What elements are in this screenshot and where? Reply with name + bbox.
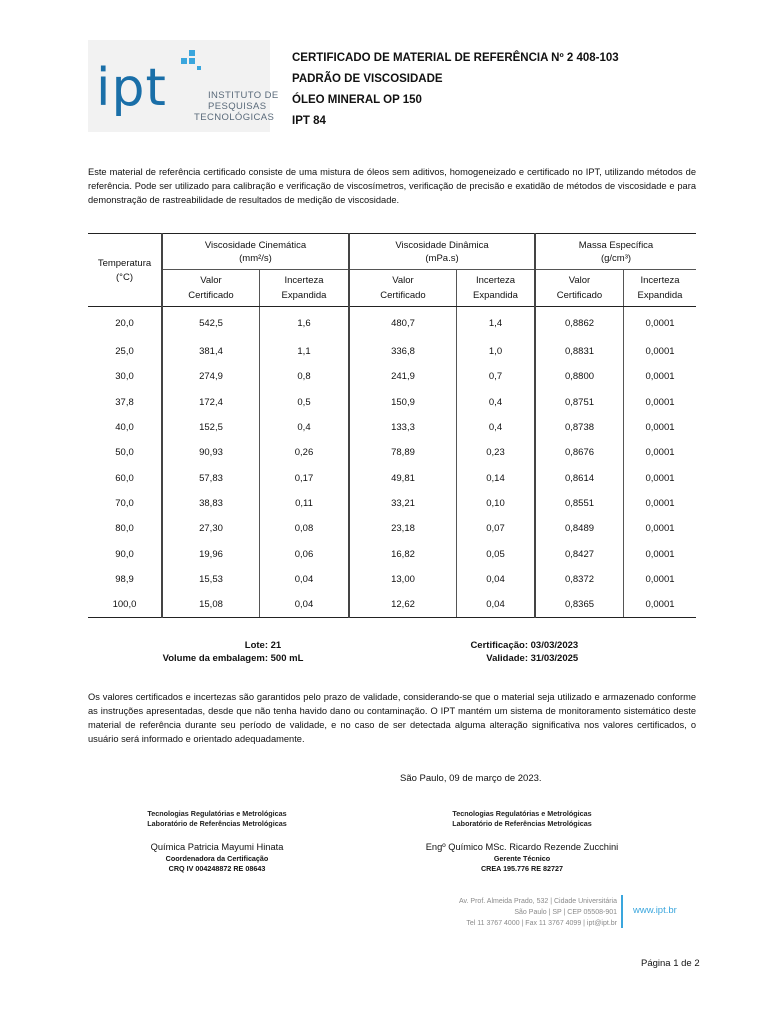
temperature-header-unit: (°C) — [116, 271, 133, 283]
website-link[interactable]: www.ipt.br — [633, 905, 677, 916]
lot-label: Lote: — [244, 640, 268, 651]
logo-subtitle — [194, 90, 279, 123]
density-uncertainty-cell: 0,0001 — [645, 371, 675, 383]
dynamic-value-cell: 33,21 — [349, 491, 457, 516]
temperature-cell: 37,8 — [88, 390, 162, 415]
density-value-cell: 0,8614 — [535, 465, 624, 490]
density-value-header — [535, 270, 624, 307]
temperature-cell: 100,0 — [88, 592, 162, 618]
address-line-1: Av. Prof. Almeida Prado, 532 | Cidade Universitária — [459, 898, 617, 905]
temperature-cell: 80,0 — [88, 516, 162, 541]
kinematic-value-cell: 57,83 — [162, 465, 260, 490]
dynamic-uncertainty-header — [457, 270, 536, 307]
density-uncertainty-cell: 0,0001 — [645, 346, 675, 358]
validity-date-value: 31/03/2025 — [530, 653, 579, 664]
dynamic-uncertainty-cell: 0,23 — [457, 440, 536, 465]
signatory-registration: CRQ IV 004248872 RE 08643 — [168, 863, 266, 873]
place-date: São Paulo, 09 de março de 2023. — [400, 773, 542, 784]
density-title: Massa Específica — [578, 239, 654, 251]
kinematic-unit: (mm²/s) — [239, 252, 272, 264]
dynamic-uncertainty-cell: 0,04 — [457, 567, 536, 592]
subheader-text: Valor — [392, 275, 414, 286]
kinematic-viscosity-header — [162, 234, 349, 270]
table-row — [88, 364, 696, 389]
subheader-text: Incerteza — [284, 275, 324, 286]
dynamic-title: Viscosidade Dinâmica — [395, 239, 489, 251]
table-row — [88, 390, 696, 415]
page-number: Página 1 de 2 — [641, 958, 700, 969]
intro-paragraph: Este material de referência certificado consiste de uma mistura de óleos sem aditivos, homogeneizado e certificado no IPT, utilizando métodos de referência. Pode ser utilizado para calibração e verificação de viscosímetros, verificação de precisão e exatidão de métodos de viscosidade e para demonstração de rastreabilidade de resultados de medição de viscosidade. — [88, 167, 696, 205]
logo-line-3: TECNOLÓGICAS — [194, 112, 275, 123]
dynamic-uncertainty-cell: 0,07 — [457, 516, 536, 541]
temperature-cell: 50,0 — [88, 440, 162, 465]
table-body — [88, 307, 696, 618]
certificate-number: CERTIFICADO DE MATERIAL DE REFERÊNCIA Nº 2 408-103 — [292, 52, 619, 64]
material-name: ÓLEO MINERAL OP 150 — [292, 94, 422, 106]
signature-laboratory: Laboratório de Referências Metrológicas — [452, 818, 592, 828]
dynamic-value-cell: 480,7 — [349, 307, 457, 340]
density-uncertainty-cell: 0,0001 — [645, 523, 675, 535]
density-value-cell: 0,8738 — [535, 415, 624, 440]
dynamic-value-cell: 49,81 — [349, 465, 457, 490]
footer-address — [400, 896, 617, 929]
dynamic-uncertainty-cell: 1,0 — [457, 339, 536, 364]
dynamic-uncertainty-cell: 0,4 — [457, 415, 536, 440]
subheader-text: Valor — [568, 275, 591, 286]
temperature-cell: 25,0 — [88, 339, 162, 364]
table-row — [88, 491, 696, 516]
volume-label: Volume da embalagem: — [162, 653, 268, 664]
dynamic-uncertainty-cell: 0,4 — [457, 390, 536, 415]
density-uncertainty-cell: 0,0001 — [645, 472, 675, 484]
subheader-text: Incerteza — [640, 275, 680, 286]
density-uncertainty-cell: 0,0001 — [645, 447, 675, 459]
density-value-cell: 0,8427 — [535, 541, 624, 566]
table-row — [88, 307, 696, 340]
signature-block-right — [402, 809, 642, 873]
kinematic-uncertainty-cell: 0,17 — [260, 465, 350, 490]
certification-date-label: Certificação: — [470, 640, 528, 651]
dynamic-uncertainty-cell: 0,05 — [457, 541, 536, 566]
dynamic-value-cell: 241,9 — [349, 364, 457, 389]
subheader-text: Valor — [200, 275, 222, 286]
logo-line-1: INSTITUTO DE — [208, 90, 279, 101]
kinematic-uncertainty-header — [260, 270, 350, 307]
kinematic-uncertainty-cell: 0,26 — [260, 440, 350, 465]
density-uncertainty-cell: 0,0001 — [645, 317, 675, 329]
subheader-text: Certificado — [188, 290, 234, 301]
kinematic-value-cell: 542,5 — [162, 307, 260, 340]
kinematic-uncertainty-cell: 0,08 — [260, 516, 350, 541]
kinematic-value-cell: 152,5 — [162, 415, 260, 440]
subheader-text: Incerteza — [475, 275, 516, 286]
kinematic-value-cell: 19,96 — [162, 541, 260, 566]
temperature-cell: 40,0 — [88, 415, 162, 440]
dynamic-value-cell: 12,62 — [349, 592, 457, 618]
validity-date-label: Validade: — [486, 653, 528, 664]
volume-value: 500 mL — [270, 653, 304, 664]
kinematic-uncertainty-cell: 0,06 — [260, 541, 350, 566]
signatory-role: Gerente Técnico — [493, 854, 551, 863]
table-row — [88, 465, 696, 490]
temperature-header — [88, 234, 162, 307]
dynamic-unit: (mPa.s) — [425, 252, 459, 264]
dynamic-uncertainty-cell: 0,7 — [457, 364, 536, 389]
dynamic-value-cell: 16,82 — [349, 541, 457, 566]
standard-type: PADRÃO DE VISCOSIDADE — [292, 73, 443, 85]
signature-department: Tecnologias Regulatórias e Metrológicas — [147, 809, 287, 818]
logo-line-2: PESQUISAS — [208, 101, 267, 112]
kinematic-value-cell: 90,93 — [162, 440, 260, 465]
kinematic-value-cell: 274,9 — [162, 364, 260, 389]
kinematic-uncertainty-cell: 1,1 — [260, 339, 350, 364]
dynamic-value-cell: 23,18 — [349, 516, 457, 541]
signature-laboratory: Laboratório de Referências Metrológicas — [147, 818, 287, 828]
subheader-text: Certificado — [556, 290, 603, 301]
temperature-cell: 70,0 — [88, 491, 162, 516]
subheader-text: Expandida — [473, 290, 518, 301]
signatory-name: Química Patricia Mayumi Hinata — [150, 842, 284, 852]
kinematic-value-cell: 15,08 — [162, 592, 260, 618]
dynamic-uncertainty-cell: 0,04 — [457, 592, 536, 618]
logo-accent-icon — [181, 50, 203, 72]
lot-info-left — [130, 640, 303, 664]
density-unit: (g/cm³) — [600, 252, 632, 264]
temperature-header-label: Temperatura — [97, 257, 152, 269]
dynamic-uncertainty-cell: 1,4 — [457, 307, 536, 340]
density-value-cell: 0,8676 — [535, 440, 624, 465]
dynamic-value-header — [349, 270, 457, 307]
temperature-cell: 30,0 — [88, 364, 162, 389]
temperature-cell: 20,0 — [88, 307, 162, 340]
kinematic-value-cell: 172,4 — [162, 390, 260, 415]
kinematic-uncertainty-cell: 0,11 — [260, 491, 350, 516]
lot-info-right — [440, 640, 578, 664]
dynamic-value-cell: 13,00 — [349, 567, 457, 592]
kinematic-value-cell: 381,4 — [162, 339, 260, 364]
lot-value: 21 — [270, 640, 282, 651]
dynamic-uncertainty-cell: 0,14 — [457, 465, 536, 490]
temperature-cell: 98,9 — [88, 567, 162, 592]
subheader-text: Expandida — [637, 290, 683, 301]
kinematic-uncertainty-cell: 0,04 — [260, 592, 350, 618]
certificate-title — [292, 48, 619, 132]
subheader-text: Expandida — [281, 290, 327, 301]
kinematic-value-header — [162, 270, 260, 307]
kinematic-value-cell: 38,83 — [162, 491, 260, 516]
signatory-registration: CREA 195.776 RE 82727 — [480, 863, 564, 873]
kinematic-uncertainty-cell: 0,5 — [260, 390, 350, 415]
dynamic-value-cell: 336,8 — [349, 339, 457, 364]
table-row — [88, 339, 696, 364]
density-value-cell: 0,8800 — [535, 364, 624, 389]
dynamic-value-cell: 133,3 — [349, 415, 457, 440]
signature-department: Tecnologias Regulatórias e Metrológicas — [452, 809, 592, 818]
dynamic-viscosity-header — [349, 234, 535, 270]
density-header — [535, 234, 696, 270]
dynamic-uncertainty-cell: 0,10 — [457, 491, 536, 516]
table-row — [88, 516, 696, 541]
table-row — [88, 592, 696, 618]
density-value-cell: 0,8862 — [535, 307, 624, 340]
dynamic-value-cell: 78,89 — [349, 440, 457, 465]
density-value-cell: 0,8365 — [535, 592, 624, 618]
certification-date-value: 03/03/2023 — [530, 640, 579, 651]
signature-block-left — [97, 809, 337, 873]
ipt-logo-wordmark: ipt — [96, 58, 167, 118]
density-value-cell: 0,8372 — [535, 567, 624, 592]
kinematic-uncertainty-cell: 0,04 — [260, 567, 350, 592]
subheader-text: Certificado — [380, 290, 426, 301]
table-row — [88, 541, 696, 566]
density-uncertainty-cell: 0,0001 — [624, 592, 697, 618]
density-uncertainty-header — [624, 270, 697, 307]
kinematic-value-cell: 27,30 — [162, 516, 260, 541]
validity-paragraph: Os valores certificados e incertezas são garantidos pelo prazo de validade, considerando-se que o material seja utilizado e armazenado conforme as instruções apresentadas, desde que não tenha havido dano ou contaminação. O IPT mantém um sistema de monitoramento sistemático deste material de referência durante seu período de validade, e no caso de ser detectada alguma alteração significativa nos valores certificados, o usuário será informado e orientado adequadamente. — [88, 692, 696, 744]
signatory-role: Coordenadora da Certificação — [165, 854, 269, 863]
density-uncertainty-cell: 0,0001 — [645, 497, 675, 509]
density-uncertainty-cell: 0,0001 — [645, 573, 675, 585]
kinematic-uncertainty-cell: 0,8 — [260, 364, 350, 389]
density-uncertainty-cell: 0,0001 — [645, 548, 675, 560]
density-value-cell: 0,8751 — [535, 390, 624, 415]
signatory-name: Engº Químico MSc. Ricardo Rezende Zucchini — [425, 842, 619, 852]
density-value-cell: 0,8489 — [535, 516, 624, 541]
footer-divider — [621, 895, 623, 928]
material-code: IPT 84 — [292, 115, 326, 127]
kinematic-title: Viscosidade Cinemática — [204, 239, 307, 251]
density-uncertainty-cell: 0,0001 — [645, 396, 675, 408]
table-row — [88, 415, 696, 440]
temperature-cell: 60,0 — [88, 465, 162, 490]
temperature-cell: 90,0 — [88, 541, 162, 566]
density-value-cell: 0,8551 — [535, 491, 624, 516]
table-row — [88, 440, 696, 465]
table-row — [88, 567, 696, 592]
kinematic-value-cell: 15,53 — [162, 567, 260, 592]
kinematic-uncertainty-cell: 0,4 — [260, 415, 350, 440]
dynamic-value-cell: 150,9 — [349, 390, 457, 415]
address-line-3: Tel 11 3767 4000 | Fax 11 3767 4099 | ipt@ipt.br — [466, 920, 617, 927]
kinematic-uncertainty-cell: 1,6 — [260, 307, 350, 340]
viscosity-table — [88, 233, 696, 618]
address-line-2: São Paulo | SP | CEP 05508-901 — [514, 909, 617, 916]
density-value-cell: 0,8831 — [535, 339, 624, 364]
density-uncertainty-cell: 0,0001 — [645, 422, 675, 434]
